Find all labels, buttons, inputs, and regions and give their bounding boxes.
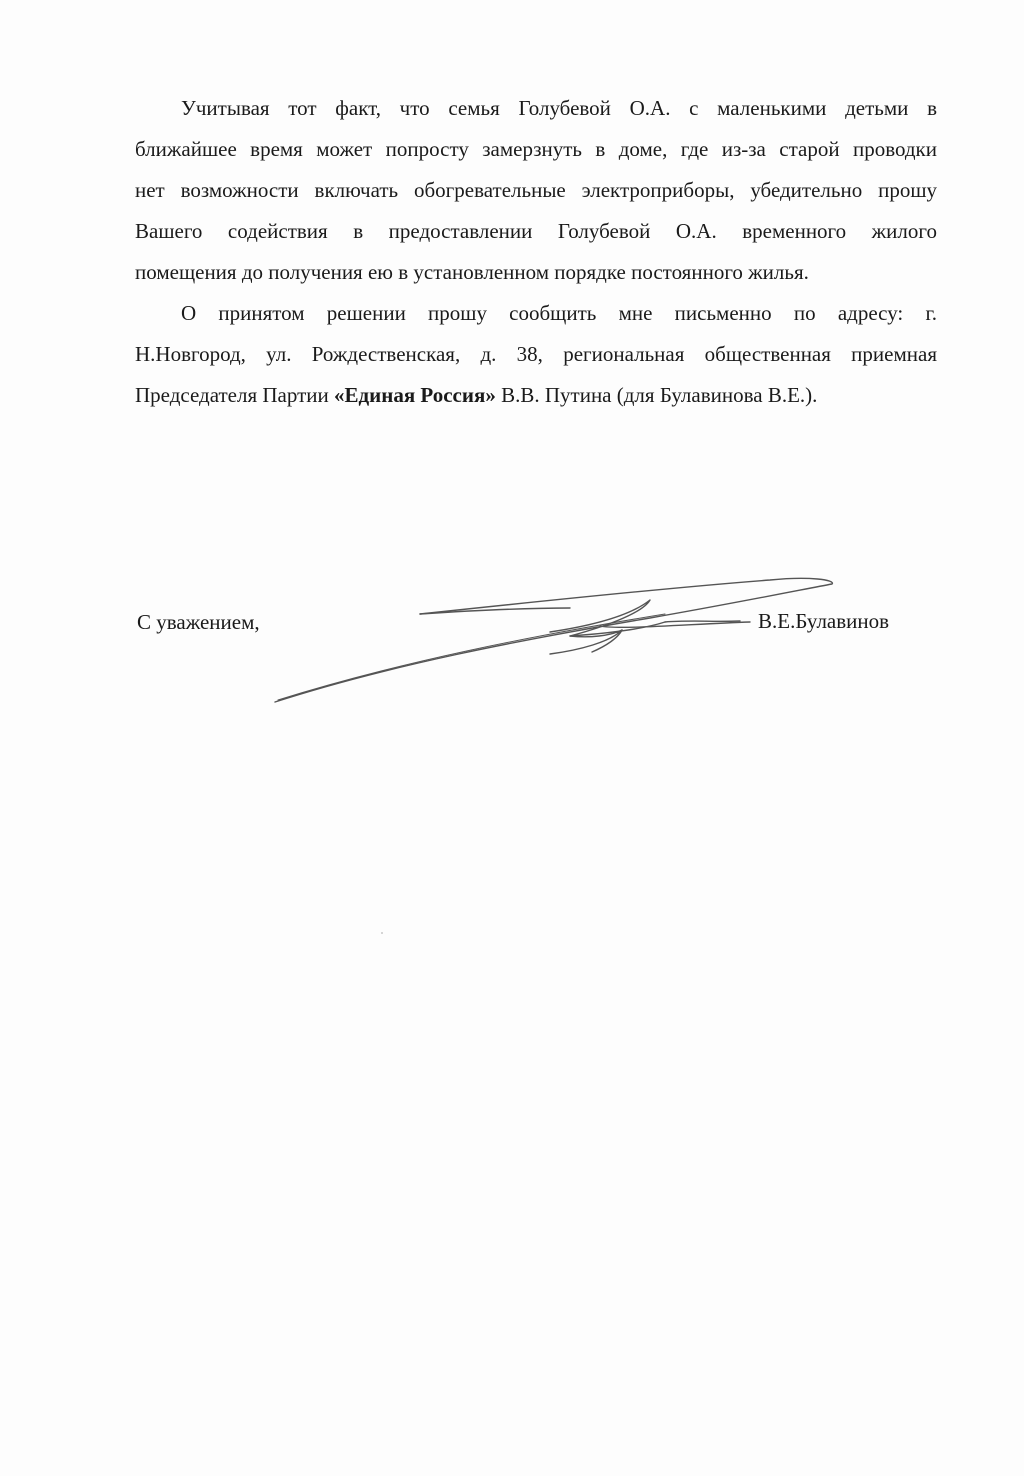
letter-body [135,88,937,416]
party-name: «Единая Россия» [333,383,496,407]
text-line: нет возможности включать обогревательные электроприборы, убедительно прошу [135,178,937,202]
text-line: Вашего содействия в предоставлении Голубевой О.А. временного жилого [135,219,937,243]
signer-name: В.Е.Булавинов [758,609,890,633]
text-line: ближайшее время может попросту замерзнуть в доме, где из-за старой проводки [135,137,937,161]
handwritten-signature [270,570,840,710]
text-line: О принятом решении прошу сообщить мне письменно по адресу: г. [181,301,937,325]
closing-phrase: С уважением, [137,610,260,634]
text-line: Н.Новгород, ул. Рождественская, д. 38, региональная общественная приемная [135,342,937,366]
paragraph-reply-address [135,293,937,416]
scan-speck [381,932,383,934]
text-fragment: В.В. Путина (для Булавинова В.Е.). [495,383,818,407]
paragraph-request [135,88,937,293]
text-fragment: Председателя Партии [135,383,334,407]
text-line: Учитывая тот факт, что семья Голубевой О.А. с маленькими детьми в [181,96,937,120]
text-line [135,375,937,416]
text-line: помещения до получения ею в установленном порядке постоянного жилья. [135,260,809,284]
